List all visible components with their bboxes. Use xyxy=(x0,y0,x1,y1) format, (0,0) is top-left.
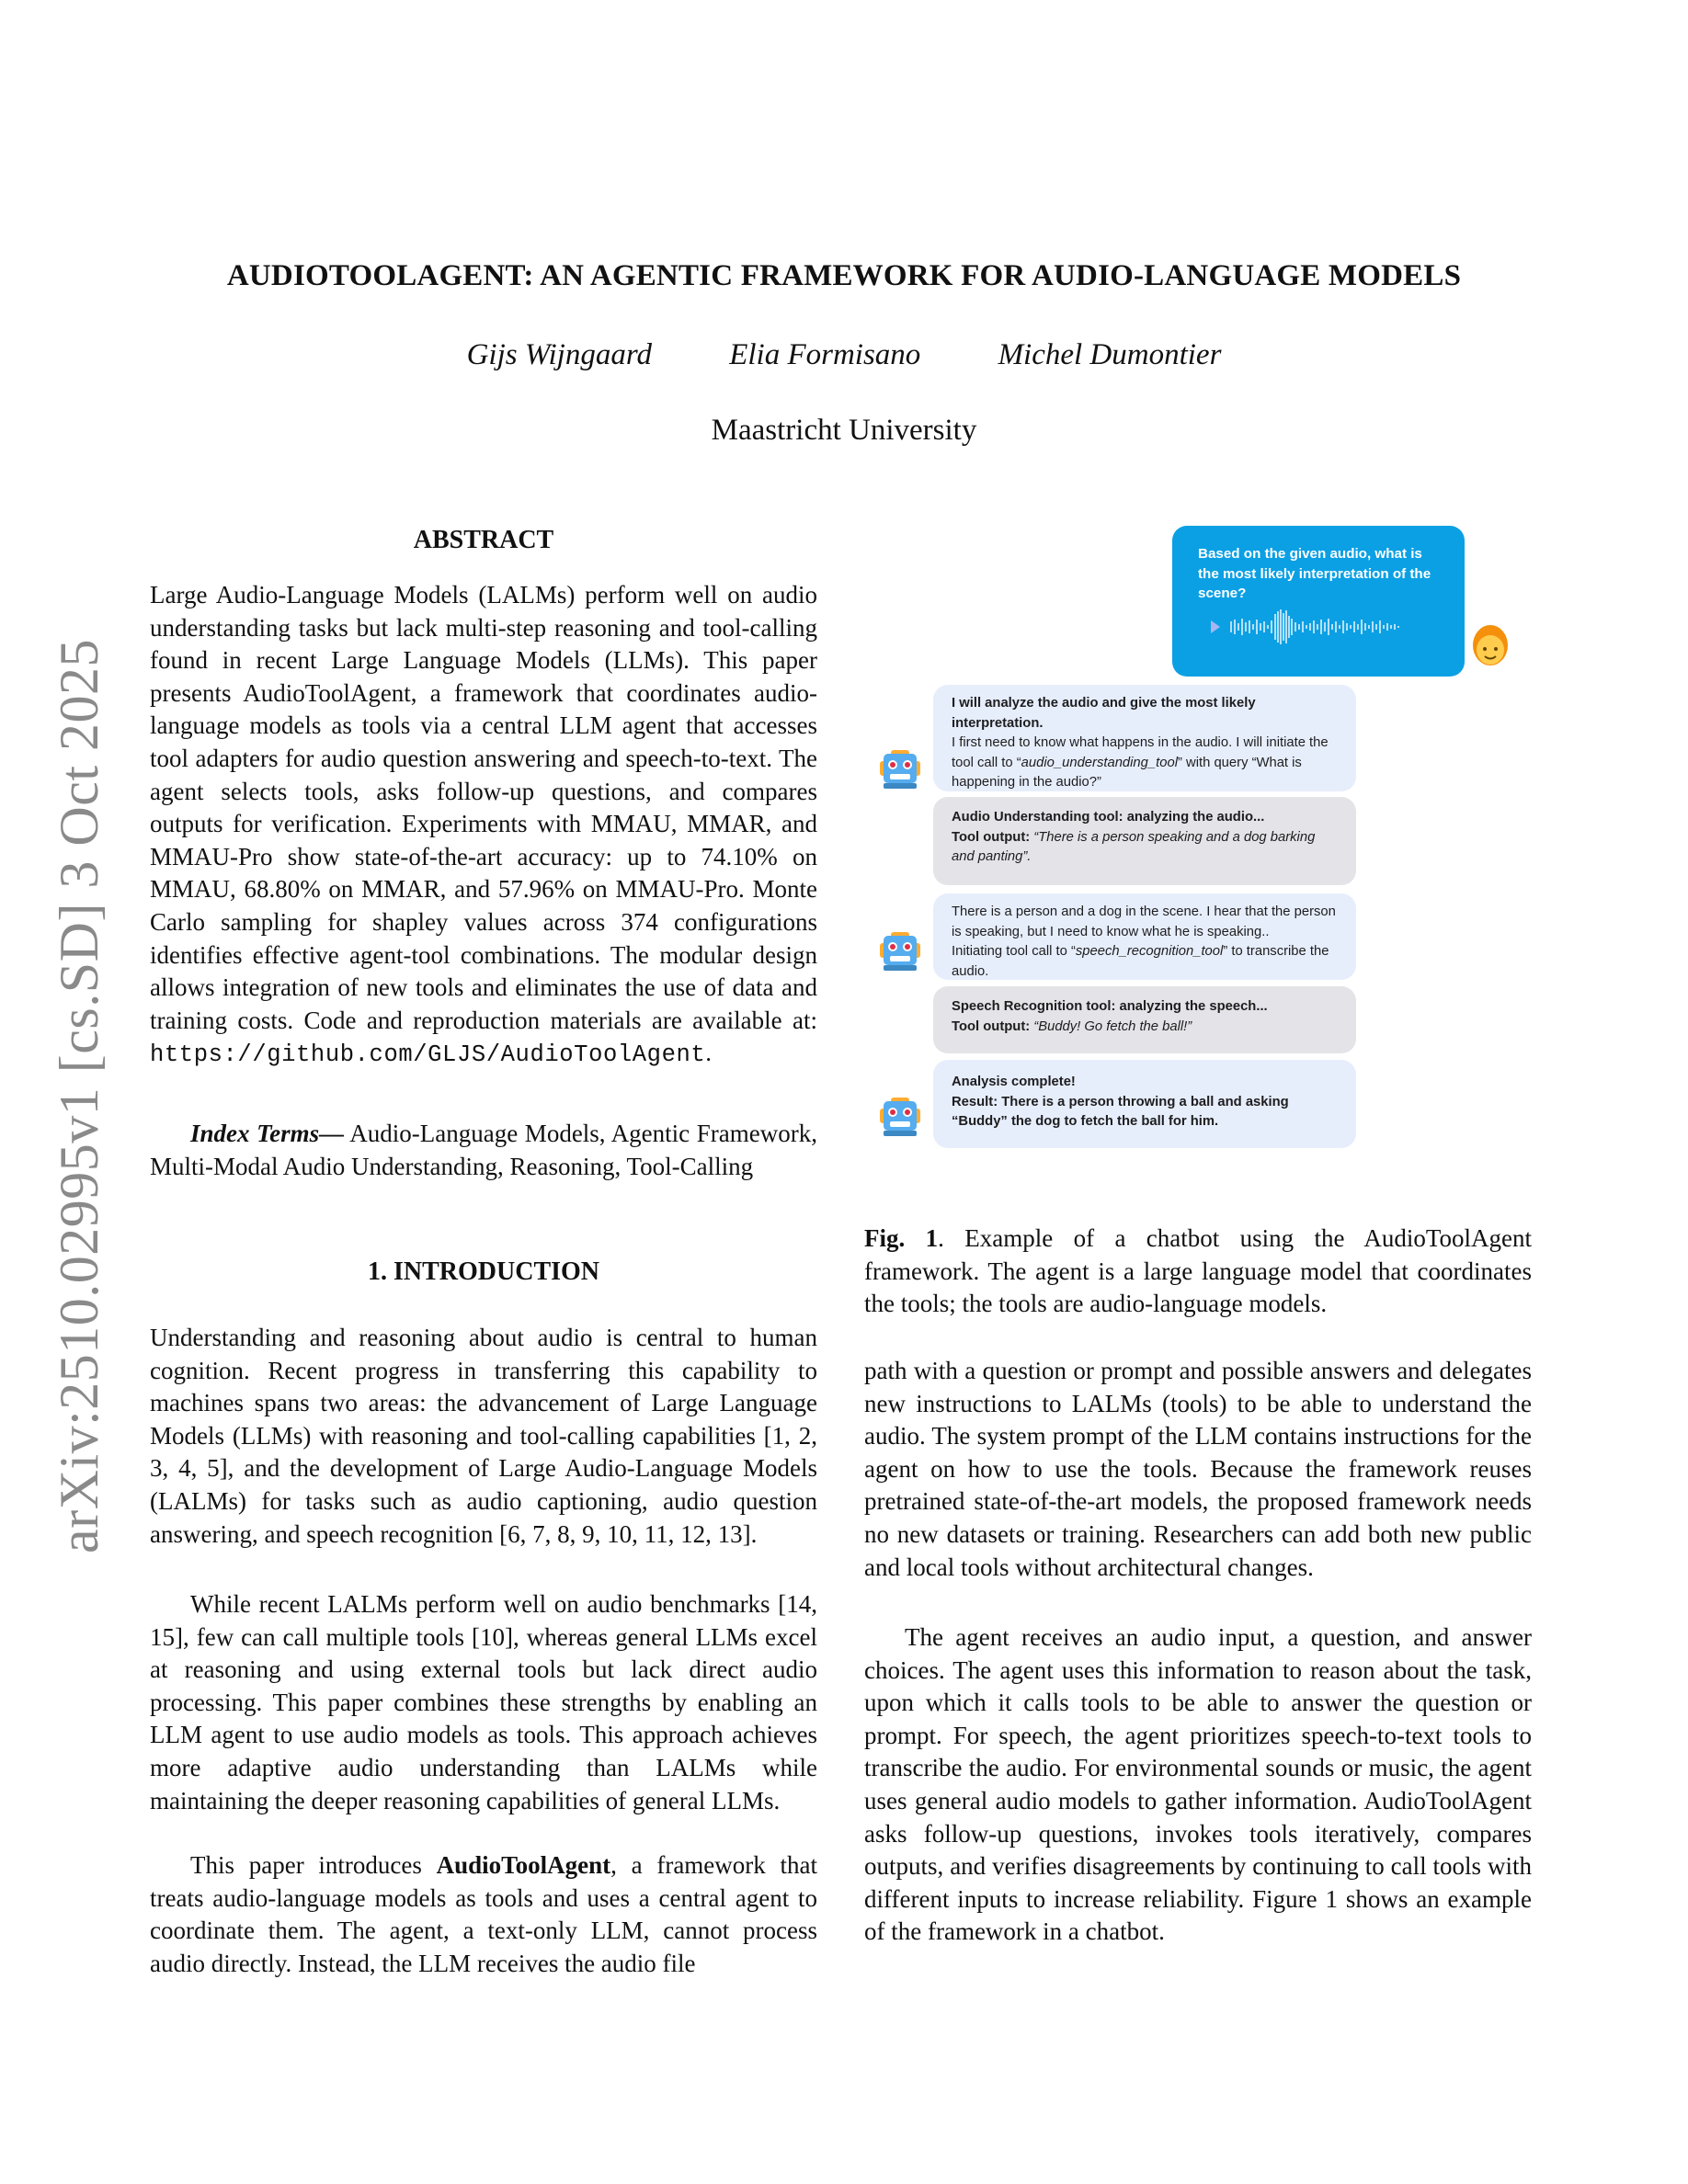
author-name: Elia Formisano xyxy=(729,338,921,371)
text-run: I first need to know what happens in the audio. I will initiate the tool call to “ xyxy=(952,735,1329,770)
figure-caption xyxy=(864,1223,1532,1321)
tool-message-bubble xyxy=(933,797,1356,885)
agent-message-bubble xyxy=(933,685,1356,791)
tool-output xyxy=(952,828,1341,868)
intro-paragraph-2: While recent LALMs perform well on audio benchmarks [14, 15], few can call multiple tools [10], whereas general LLMs excel at reasoning and using external tools but lack direct audio processing. This paper combines these strengths by enabling an LLM agent to use audio models as tools. This approach achieves more adaptive audio understanding than LALMs while maintaining the deeper reasoning capabilities of general LLMs. xyxy=(150,1590,817,1814)
abstract-heading: ABSTRACT xyxy=(413,526,554,554)
index-terms-label: Index Terms— xyxy=(190,1120,345,1147)
tool-name: audio_understanding_tool xyxy=(1021,755,1178,770)
author-list xyxy=(0,338,1688,372)
user-question: Based on the given audio, what is the most likely interpretation of the scene? xyxy=(1198,546,1431,601)
intro-paragraph-5: The agent receives an audio input, a question, and answer choices. The agent uses this information to reason about the task, upon which it calls tools to be able to answer the question or prompt. For speech, the agent prioritizes speech-to-text tools to transcribe the audio. For environmental sounds or music, the agent uses general audio models to gather information. AudioToolAgent asks follow-up questions, invokes tools iteratively, compares outputs, and verifies disagreements by continuing to call tools with different inputs to increase reliability. Figure 1 shows an example of the framework in a chatbot. xyxy=(864,1623,1532,1946)
robot-icon xyxy=(878,928,922,973)
index-terms-text: Audio-Language Models, Agentic Framework, Multi-Modal Audio Understanding, Reasoning, Tool-Calling xyxy=(150,1120,817,1180)
text-run: This paper introduces xyxy=(190,1851,437,1879)
arxiv-identifier: arXiv:2510.02995v1 [cs.SD] 3 Oct 2025 xyxy=(49,638,109,1553)
tool-output-label: Tool output: xyxy=(952,1018,1031,1034)
tool-status: Audio Understanding tool: analyzing the audio... xyxy=(952,810,1265,825)
tool-status: Speech Recognition tool: analyzing the speech... xyxy=(952,999,1268,1014)
tool-message-bubble xyxy=(933,986,1356,1053)
intro-paragraph-3 xyxy=(150,1849,817,1980)
abstract-text: Large Audio-Language Models (LALMs) perform well on audio understanding tasks but lack multi-step reasoning and tool-calling found in recent Large Language Models (LLMs). This paper presents AudioToolAgent, a framework that coordinates audio-language models as tools via a central LLM agent that accesses tool adapters for audio question answering and speech-to-text. The agent selects tools, asks follow-up questions, and compares outputs for verification. Experiments with MMAU, MMAR, and MMAU-Pro show state-of-the-art accuracy: up to 74.10% on MMAU, 68.80% on MMAR, and 57.96% on MMAU-Pro. Monte Carlo sampling for shapley values across 374 configurations identifies effective agent-tool combinations. The modular design allows integration of new tools and eliminates the use of data and training costs. Code and reproduction materials are available at: xyxy=(150,581,817,1034)
introduction-heading: 1. INTRODUCTION xyxy=(367,1257,600,1286)
index-terms xyxy=(150,1118,817,1183)
agent-result: Result: There is a person throwing a ball and asking “Buddy” the dog to fetch the ball for him. xyxy=(952,1094,1289,1129)
intro-paragraph-1: Understanding and reasoning about audio is central to human cognition. Recent progress in transferring this capability to machines spans two areas: the advancement of Large Language Models (LLMs) with reasoning and tool-calling capabilities [1, 2, 3, 4, 5], and the development of Large Audio-Language Models (LALMs) for tasks such as audio captioning, audio question answering, and speech recognition [6, 7, 8, 9, 10, 11, 12, 13]. xyxy=(150,1324,817,1548)
text-run: ” with query “What is happening in the audio?” xyxy=(952,755,1302,790)
author-name: Michel Dumontier xyxy=(998,338,1222,371)
agent-message-text: There is a person and a dog in the scene. I hear that the person is speaking, but I need to know what he is speaking.. xyxy=(952,904,1336,939)
link-period: . xyxy=(705,1039,713,1067)
abstract-body xyxy=(150,579,817,1072)
text-run: , a framework that treats audio-language models as tools and uses a central agent to coordinate them. The agent, a text-only LLM, cannot process audio directly. Instead, the LLM receives the audio file xyxy=(150,1851,817,1977)
tool-output xyxy=(952,1018,1341,1038)
agent-message-text xyxy=(952,734,1341,793)
waveform-icon xyxy=(1229,609,1413,645)
caption-text: . Example of a chatbot using the AudioToolAgent framework. The agent is a large language model that coordinates the tools; the tools are audio-language models. xyxy=(864,1224,1532,1318)
agent-message-heading: I will analyze the audio and give the most likely interpretation. xyxy=(952,696,1256,731)
user-message-bubble xyxy=(1172,526,1465,677)
figure-label: Fig. 1 xyxy=(864,1224,939,1252)
tool-output-text: “There is a person speaking and a dog barking and panting”. xyxy=(952,829,1316,864)
author-name: Gijs Wijngaard xyxy=(466,338,652,371)
text-run: ” to transcribe the audio. xyxy=(952,944,1329,979)
tool-name: speech_recognition_tool xyxy=(1075,944,1224,959)
paper-title: AUDIOTOOLAGENT: AN AGENTIC FRAMEWORK FOR AUDIO-LANGUAGE MODELS xyxy=(226,259,1462,292)
agent-message-bubble xyxy=(933,1060,1356,1148)
agent-message-text xyxy=(952,942,1341,982)
intro-paragraph-continued: path with a question or prompt and possible answers and delegates new instructions to LALMs (tools) to be able to understand the audio. The system prompt of the LLM contains instructions for the agent on how to use the tools. Because the framework reuses pretrained state-of-the-art models, the proposed framework needs no new datasets or training. Researchers can add both new public and local tools without architectural changes. xyxy=(864,1357,1532,1581)
affiliation: Maastricht University xyxy=(711,414,977,447)
child-face-icon xyxy=(1471,623,1510,667)
play-icon[interactable] xyxy=(1211,620,1220,633)
tool-output-text: “Buddy! Go fetch the ball!” xyxy=(1030,1018,1192,1034)
github-link[interactable]: https://github.com/GLJS/AudioToolAgent xyxy=(150,1041,706,1069)
audio-player[interactable] xyxy=(1211,609,1413,645)
robot-icon xyxy=(878,1094,922,1138)
tool-output-label: Tool output: xyxy=(952,829,1031,845)
agent-message-bubble xyxy=(933,893,1356,980)
framework-name: AudioToolAgent xyxy=(436,1851,611,1879)
text-run: Initiating tool call to “ xyxy=(952,944,1076,959)
robot-icon xyxy=(878,746,922,791)
agent-message-heading: Analysis complete! xyxy=(952,1075,1076,1089)
figure-chatbot-example xyxy=(869,515,1531,1158)
